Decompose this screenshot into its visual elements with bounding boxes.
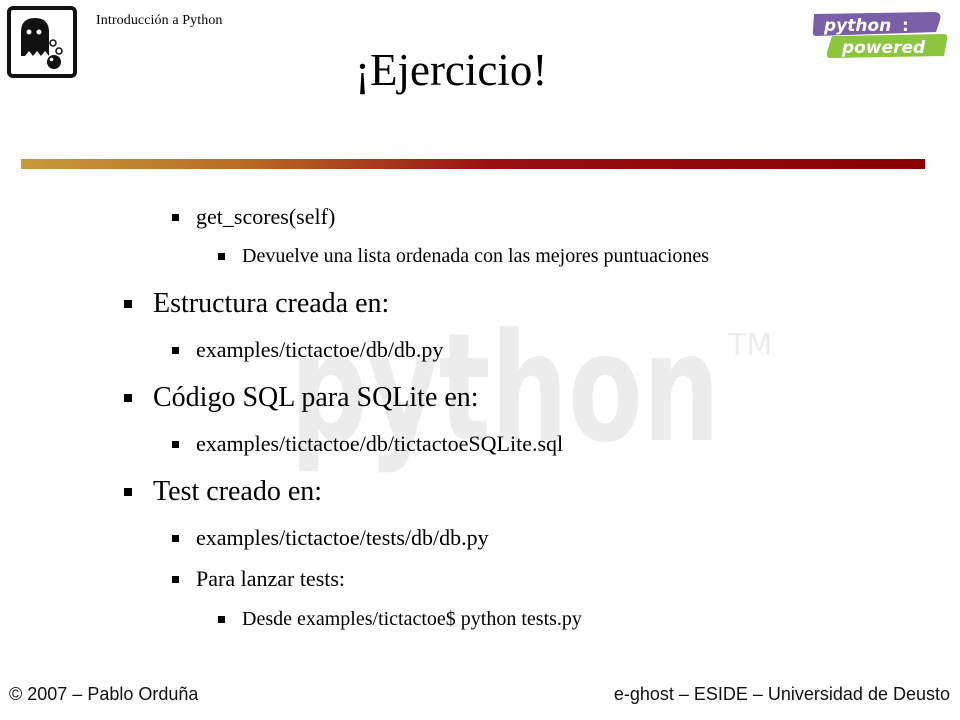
slide-title: ¡Ejercicio! xyxy=(355,45,548,95)
footer-copyright: © 2007 – Pablo Orduña xyxy=(9,684,199,704)
bullet-devuelve-lista xyxy=(218,245,709,268)
bullet-test-creado xyxy=(124,476,322,508)
bullet-text: examples/tictactoe/tests/db/db.py xyxy=(196,525,489,550)
bullet-text: Desde examples/tictactoe$ python tests.py xyxy=(242,608,582,630)
bullet-square-icon xyxy=(172,347,179,354)
python-powered-badge xyxy=(810,10,948,60)
title-divider xyxy=(21,159,925,169)
bullet-desde-examples xyxy=(218,608,582,631)
bullet-text: Test creado en: xyxy=(153,476,323,507)
footer-institution: e-ghost – ESIDE – Universidad de Deusto xyxy=(613,684,950,704)
bullet-square-icon xyxy=(124,488,132,496)
bullet-square-icon xyxy=(172,214,179,221)
course-title: Introducción a Python xyxy=(96,13,223,28)
bullet-tests-path xyxy=(172,525,489,551)
bullet-square-icon xyxy=(124,394,132,402)
bullet-square-icon xyxy=(172,576,179,583)
bullet-square-icon xyxy=(124,300,132,308)
bullet-text: Código SQL para SQLite en: xyxy=(153,382,479,413)
badge-python-text: python xyxy=(824,16,892,36)
bullet-estructura xyxy=(124,288,389,320)
bullet-text: Para lanzar tests: xyxy=(196,566,346,591)
bullet-db-path xyxy=(172,337,443,363)
bullet-codigo-sql xyxy=(124,382,479,414)
bullet-get-scores xyxy=(172,204,335,230)
bullet-square-icon xyxy=(218,616,225,623)
bullet-text: get_scores(self) xyxy=(196,204,336,229)
bullet-sql-path xyxy=(172,431,563,457)
bullet-text: Devuelve una lista ordenada con las mejores puntuaciones xyxy=(242,245,710,267)
bullet-square-icon xyxy=(218,253,225,260)
bullet-text: examples/tictactoe/db/db.py xyxy=(196,337,444,362)
badge-powered-text: powered xyxy=(842,38,926,58)
eghost-logo xyxy=(7,6,77,78)
watermark-tm: TM xyxy=(728,328,773,363)
bullet-square-icon xyxy=(172,535,179,542)
bullet-lanzar-tests xyxy=(172,566,345,592)
bullet-text: Estructura creada en: xyxy=(153,288,390,319)
bullet-square-icon xyxy=(172,441,179,448)
badge-colon: : xyxy=(902,16,909,36)
bullet-text: examples/tictactoe/db/tictactoeSQLite.sql xyxy=(196,431,564,456)
watermark-word: python xyxy=(290,302,720,475)
